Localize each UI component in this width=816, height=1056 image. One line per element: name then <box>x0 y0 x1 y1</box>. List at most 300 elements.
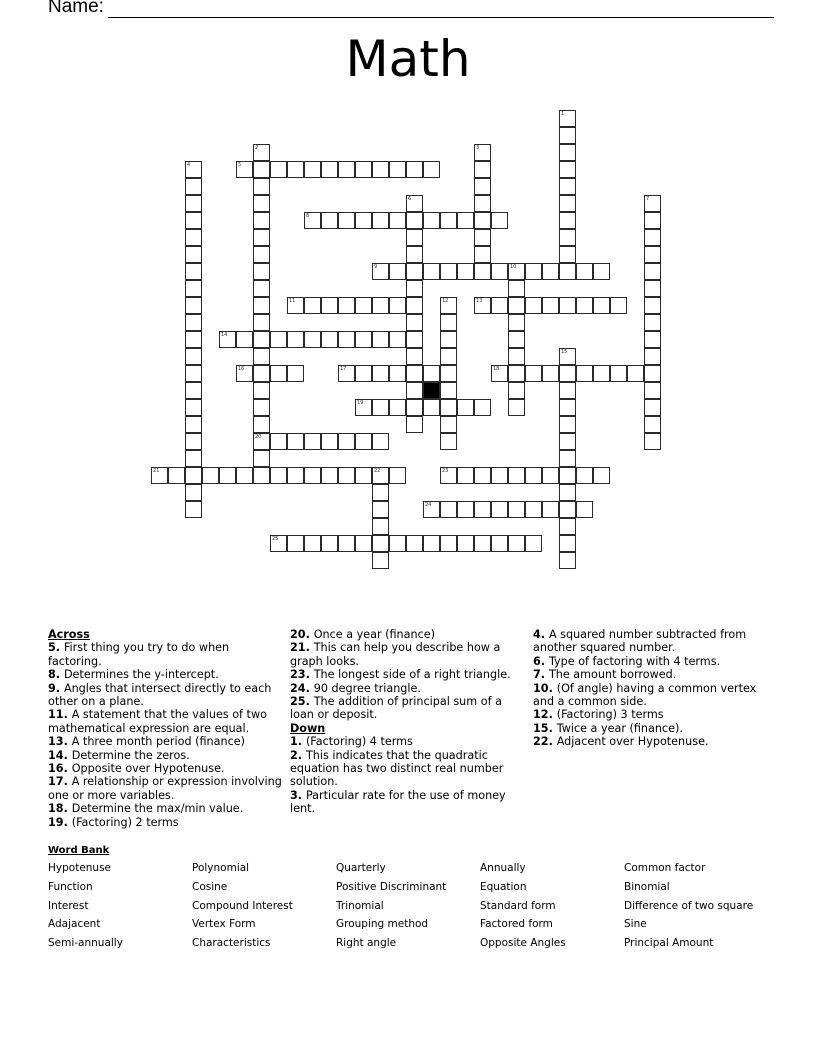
grid-cell[interactable] <box>576 467 593 484</box>
grid-cell[interactable] <box>457 212 474 229</box>
grid-cell[interactable] <box>491 297 508 314</box>
grid-cell[interactable] <box>406 399 423 416</box>
grid-cell[interactable] <box>440 314 457 331</box>
grid-cell[interactable] <box>440 467 457 484</box>
grid-cell[interactable] <box>576 501 593 518</box>
grid-cell[interactable] <box>491 535 508 552</box>
grid-cell[interactable] <box>321 467 338 484</box>
grid-cell[interactable] <box>236 161 253 178</box>
grid-cell[interactable] <box>372 501 389 518</box>
grid-cell[interactable] <box>406 331 423 348</box>
grid-cell[interactable] <box>559 416 576 433</box>
grid-cell[interactable] <box>389 331 406 348</box>
grid-cell[interactable] <box>440 331 457 348</box>
grid-cell[interactable] <box>644 297 661 314</box>
grid-cell[interactable] <box>355 297 372 314</box>
grid-cell[interactable] <box>355 331 372 348</box>
word-bank-item: Trinomial <box>336 899 384 912</box>
grid-cell[interactable] <box>423 365 440 382</box>
grid-cell[interactable] <box>508 297 525 314</box>
clue-item <box>290 749 525 789</box>
grid-cell[interactable] <box>185 263 202 280</box>
grid-cell[interactable] <box>151 467 168 484</box>
grid-cell[interactable] <box>406 195 423 212</box>
grid-cell[interactable] <box>389 161 406 178</box>
grid-cell[interactable] <box>304 161 321 178</box>
grid-cell[interactable] <box>253 263 270 280</box>
grid-cell[interactable] <box>185 416 202 433</box>
grid-cell[interactable] <box>559 161 576 178</box>
grid-cell[interactable] <box>372 331 389 348</box>
grid-cell[interactable] <box>440 212 457 229</box>
grid-cell[interactable] <box>185 450 202 467</box>
grid-cell[interactable] <box>253 314 270 331</box>
grid-cell[interactable] <box>610 297 627 314</box>
grid-cell[interactable] <box>644 399 661 416</box>
word-bank-item: Factored form <box>480 918 553 931</box>
grid-cell[interactable] <box>406 229 423 246</box>
grid-cell[interactable] <box>644 246 661 263</box>
grid-cell[interactable] <box>644 382 661 399</box>
grid-cell[interactable] <box>372 297 389 314</box>
grid-cell[interactable] <box>627 365 644 382</box>
grid-cell[interactable] <box>355 365 372 382</box>
clue-item <box>48 762 283 775</box>
clue-text: This can help you describe how a graph looks. <box>290 641 501 668</box>
grid-cell[interactable] <box>474 297 491 314</box>
grid-cell[interactable] <box>236 365 253 382</box>
clue-text: Once a year (finance) <box>313 628 435 641</box>
grid-cell[interactable] <box>304 535 321 552</box>
grid-cell[interactable] <box>270 535 287 552</box>
grid-cell[interactable] <box>185 195 202 212</box>
grid-cell[interactable] <box>253 178 270 195</box>
grid-cell[interactable] <box>406 246 423 263</box>
grid-cell[interactable] <box>287 365 304 382</box>
grid-cell[interactable] <box>423 263 440 280</box>
grid-cell[interactable] <box>559 110 576 127</box>
grid-cell[interactable] <box>474 161 491 178</box>
grid-cell[interactable] <box>440 382 457 399</box>
grid-cell[interactable] <box>372 518 389 535</box>
grid-cell[interactable] <box>287 161 304 178</box>
grid-cell[interactable] <box>406 314 423 331</box>
name-label: Name: <box>48 0 104 17</box>
grid-cell[interactable] <box>559 467 576 484</box>
grid-cell[interactable] <box>644 433 661 450</box>
clue-text: This indicates that the quadratic equation has two distinct real number solution. <box>290 748 504 789</box>
grid-cell[interactable] <box>389 263 406 280</box>
grid-cell[interactable] <box>219 467 236 484</box>
grid-cell[interactable] <box>525 467 542 484</box>
grid-cell[interactable] <box>270 467 287 484</box>
grid-cell[interactable] <box>559 127 576 144</box>
grid-cell[interactable] <box>338 433 355 450</box>
clue-text: Determine the max/min value. <box>71 802 244 816</box>
grid-cell[interactable] <box>406 535 423 552</box>
grid-cell[interactable] <box>508 348 525 365</box>
grid-cell[interactable] <box>423 501 440 518</box>
down-heading: Down <box>290 721 326 735</box>
grid-cell[interactable] <box>304 331 321 348</box>
grid-cell[interactable] <box>287 467 304 484</box>
grid-cell[interactable] <box>236 331 253 348</box>
clue-number: 5 <box>238 162 242 168</box>
word-bank-item: Binomial <box>624 880 670 893</box>
clue-item <box>48 816 283 829</box>
clue-item <box>290 682 525 695</box>
clue-number: 11 <box>289 298 296 304</box>
grid-cell[interactable] <box>491 467 508 484</box>
clue-text: Opposite over Hypotenuse. <box>71 762 225 776</box>
clue-number: 14. <box>48 748 72 762</box>
grid-cell[interactable] <box>338 297 355 314</box>
grid-cell[interactable] <box>253 399 270 416</box>
word-bank-item: Compound Interest <box>192 899 293 912</box>
grid-cell[interactable] <box>185 212 202 229</box>
grid-cell[interactable] <box>253 246 270 263</box>
grid-cell[interactable] <box>253 450 270 467</box>
grid-cell[interactable] <box>185 399 202 416</box>
grid-cell[interactable] <box>185 178 202 195</box>
grid-cell[interactable] <box>185 484 202 501</box>
word-bank-item: Sine <box>624 918 647 931</box>
grid-cell[interactable] <box>508 280 525 297</box>
clue-number: 19. <box>48 815 72 829</box>
grid-cell[interactable] <box>287 297 304 314</box>
grid-cell[interactable] <box>389 399 406 416</box>
clue-number: 20 <box>255 434 262 440</box>
grid-cell[interactable] <box>491 263 508 280</box>
grid-cell[interactable] <box>474 246 491 263</box>
grid-cell[interactable] <box>355 467 372 484</box>
grid-cell[interactable] <box>559 399 576 416</box>
grid-cell[interactable] <box>321 161 338 178</box>
grid-cell[interactable] <box>593 467 610 484</box>
grid-cell[interactable] <box>372 552 389 569</box>
grid-cell[interactable] <box>457 501 474 518</box>
grid-cell[interactable] <box>321 212 338 229</box>
clue-number: 6. <box>533 654 549 668</box>
grid-cell[interactable] <box>406 161 423 178</box>
grid-cell[interactable] <box>270 365 287 382</box>
grid-cell[interactable] <box>559 552 576 569</box>
clue-number: 3. <box>290 788 306 802</box>
grid-cell[interactable] <box>423 399 440 416</box>
grid-cell[interactable] <box>423 212 440 229</box>
grid-cell[interactable] <box>338 212 355 229</box>
grid-cell[interactable] <box>644 263 661 280</box>
clue-number: 4 <box>187 162 191 168</box>
grid-cell[interactable] <box>253 467 270 484</box>
grid-cell[interactable] <box>185 433 202 450</box>
grid-cell[interactable] <box>185 229 202 246</box>
grid-cell[interactable] <box>440 416 457 433</box>
grid-cell[interactable] <box>389 365 406 382</box>
grid-cell[interactable] <box>372 212 389 229</box>
grid-cell[interactable] <box>270 433 287 450</box>
grid-cell[interactable] <box>304 433 321 450</box>
grid-cell[interactable] <box>457 399 474 416</box>
grid-cell[interactable] <box>440 365 457 382</box>
grid-cell[interactable] <box>457 535 474 552</box>
grid-cell[interactable] <box>185 246 202 263</box>
grid-cell[interactable] <box>542 467 559 484</box>
grid-cell[interactable] <box>406 348 423 365</box>
grid-cell[interactable] <box>542 263 559 280</box>
grid-cell[interactable] <box>474 263 491 280</box>
grid-cell[interactable] <box>542 365 559 382</box>
clue-number: 18. <box>48 802 72 816</box>
grid-cell[interactable] <box>644 212 661 229</box>
clue-number: 1 <box>561 111 565 117</box>
grid-cell[interactable] <box>559 348 576 365</box>
grid-cell[interactable] <box>542 501 559 518</box>
grid-cell[interactable] <box>389 297 406 314</box>
grid-cell[interactable] <box>491 365 508 382</box>
grid-cell[interactable] <box>474 467 491 484</box>
grid-cell[interactable] <box>406 263 423 280</box>
grid-cell[interactable] <box>508 501 525 518</box>
grid-cell[interactable] <box>576 263 593 280</box>
clue-item <box>533 682 773 709</box>
grid-cell[interactable] <box>253 416 270 433</box>
clue-number: 22. <box>533 735 557 749</box>
grid-cell[interactable] <box>440 399 457 416</box>
clue-number: 25. <box>290 695 314 709</box>
grid-cell[interactable] <box>253 195 270 212</box>
grid-cell[interactable] <box>644 229 661 246</box>
grid-cell[interactable] <box>372 399 389 416</box>
word-bank-item: Cosine <box>192 880 228 893</box>
clue-item <box>533 735 773 748</box>
grid-cell[interactable] <box>593 263 610 280</box>
grid-cell[interactable] <box>508 365 525 382</box>
grid-cell[interactable] <box>338 467 355 484</box>
clue-number: 21. <box>290 641 314 655</box>
grid-cell[interactable] <box>644 416 661 433</box>
grid-cell[interactable] <box>644 365 661 382</box>
grid-cell[interactable] <box>372 484 389 501</box>
grid-cell[interactable] <box>474 195 491 212</box>
grid-cell[interactable] <box>525 297 542 314</box>
grid-cell[interactable] <box>644 280 661 297</box>
clue-number: 19 <box>357 400 364 406</box>
grid-cell[interactable] <box>219 331 236 348</box>
grid-cell[interactable] <box>508 263 525 280</box>
grid-cell[interactable] <box>338 535 355 552</box>
grid-cell[interactable] <box>270 161 287 178</box>
grid-cell[interactable] <box>185 348 202 365</box>
grid-cell[interactable] <box>474 178 491 195</box>
grid-cell[interactable] <box>559 518 576 535</box>
grid-cell[interactable] <box>559 246 576 263</box>
grid-cell[interactable] <box>491 501 508 518</box>
clue-number: 18 <box>493 366 500 372</box>
grid-cell[interactable] <box>338 331 355 348</box>
grid-cell[interactable] <box>559 450 576 467</box>
grid-cell[interactable] <box>559 263 576 280</box>
grid-cell[interactable] <box>440 348 457 365</box>
grid-cell[interactable] <box>304 297 321 314</box>
grid-cell[interactable] <box>185 161 202 178</box>
grid-cell[interactable] <box>457 263 474 280</box>
grid-cell[interactable] <box>253 280 270 297</box>
grid-cell[interactable] <box>372 263 389 280</box>
word-bank-item: Hypotenuse <box>48 862 112 874</box>
grid-cell[interactable] <box>253 365 270 382</box>
grid-cell[interactable] <box>321 535 338 552</box>
grid-cell[interactable] <box>593 365 610 382</box>
grid-cell[interactable] <box>355 433 372 450</box>
grid-cell[interactable] <box>644 314 661 331</box>
grid-cell[interactable] <box>321 433 338 450</box>
grid-cell[interactable] <box>406 212 423 229</box>
grid-cell[interactable] <box>474 501 491 518</box>
grid-cell[interactable] <box>355 212 372 229</box>
grid-cell[interactable] <box>593 297 610 314</box>
grid-cell[interactable] <box>372 365 389 382</box>
grid-cell[interactable] <box>389 467 406 484</box>
clue-number: 9. <box>48 681 64 695</box>
grid-cell[interactable] <box>542 297 559 314</box>
grid-cell[interactable] <box>406 382 423 399</box>
grid-cell[interactable] <box>559 433 576 450</box>
clue-number: 25 <box>272 536 279 542</box>
grid-cell[interactable] <box>253 144 270 161</box>
grid-cell[interactable] <box>185 314 202 331</box>
grid-cell[interactable] <box>644 348 661 365</box>
word-bank-item: Vertex Form <box>192 918 256 931</box>
grid-cell[interactable] <box>559 365 576 382</box>
grid-cell[interactable] <box>508 382 525 399</box>
grid-cell[interactable] <box>253 297 270 314</box>
grid-cell[interactable] <box>185 365 202 382</box>
grid-cell[interactable] <box>508 314 525 331</box>
grid-cell[interactable] <box>406 416 423 433</box>
word-bank-item: Interest <box>48 899 89 912</box>
grid-cell[interactable] <box>474 229 491 246</box>
grid-cell[interactable] <box>440 433 457 450</box>
grid-cell[interactable] <box>491 212 508 229</box>
grid-cell[interactable] <box>389 535 406 552</box>
grid-cell[interactable] <box>389 212 406 229</box>
grid-cell[interactable] <box>304 212 321 229</box>
grid-cell[interactable] <box>559 212 576 229</box>
grid-cell[interactable] <box>372 467 389 484</box>
grid-cell[interactable] <box>559 484 576 501</box>
grid-cell[interactable] <box>508 467 525 484</box>
clue-text: The addition of principal sum of a loan or deposit. <box>290 695 502 722</box>
grid-cell[interactable] <box>559 382 576 399</box>
grid-cell[interactable] <box>253 331 270 348</box>
grid-cell[interactable] <box>406 280 423 297</box>
grid-cell[interactable] <box>253 161 270 178</box>
grid-cell[interactable] <box>270 331 287 348</box>
grid-cell[interactable] <box>474 535 491 552</box>
grid-cell[interactable] <box>525 263 542 280</box>
grid-cell[interactable] <box>406 365 423 382</box>
grid-cell[interactable] <box>644 331 661 348</box>
grid-cell[interactable] <box>338 365 355 382</box>
grid-cell[interactable] <box>287 433 304 450</box>
grid-cell[interactable] <box>559 195 576 212</box>
clue-text: Determine the zeros. <box>71 748 190 762</box>
grid-cell[interactable] <box>440 297 457 314</box>
grid-cell[interactable] <box>423 161 440 178</box>
grid-cell[interactable] <box>372 433 389 450</box>
grid-cell[interactable] <box>559 178 576 195</box>
grid-cell[interactable] <box>610 365 627 382</box>
grid-cell[interactable] <box>525 501 542 518</box>
grid-cell[interactable] <box>253 212 270 229</box>
grid-cell[interactable] <box>525 365 542 382</box>
grid-cell[interactable] <box>185 297 202 314</box>
grid-cell[interactable] <box>202 467 219 484</box>
grid-cell[interactable] <box>508 331 525 348</box>
grid-cell[interactable] <box>644 195 661 212</box>
grid-cell[interactable] <box>525 535 542 552</box>
grid-cell[interactable] <box>440 501 457 518</box>
grid-cell[interactable] <box>287 535 304 552</box>
grid-cell[interactable] <box>440 263 457 280</box>
grid-cell[interactable] <box>508 535 525 552</box>
grid-cell[interactable] <box>236 467 253 484</box>
grid-cell[interactable] <box>440 535 457 552</box>
clue-number: 12 <box>442 298 449 304</box>
grid-cell[interactable] <box>287 331 304 348</box>
grid-cell[interactable] <box>304 467 321 484</box>
grid-cell[interactable] <box>406 297 423 314</box>
word-bank-item: Semi-annually <box>48 937 123 950</box>
grid-cell[interactable] <box>338 161 355 178</box>
grid-cell[interactable] <box>474 144 491 161</box>
clue-text: (Factoring) 3 terms <box>556 708 664 722</box>
grid-cell[interactable] <box>185 280 202 297</box>
grid-cell[interactable] <box>372 535 389 552</box>
grid-cell[interactable] <box>185 467 202 484</box>
grid-cell[interactable] <box>423 535 440 552</box>
grid-cell[interactable] <box>576 365 593 382</box>
grid-cell[interactable] <box>559 535 576 552</box>
clue-number: 23. <box>290 668 314 682</box>
grid-cell[interactable] <box>355 399 372 416</box>
grid-cell[interactable] <box>559 501 576 518</box>
grid-cell[interactable] <box>253 382 270 399</box>
grid-cell[interactable] <box>185 331 202 348</box>
grid-cell[interactable] <box>253 229 270 246</box>
grid-cell[interactable] <box>321 331 338 348</box>
grid-cell[interactable] <box>372 161 389 178</box>
grid-cell[interactable] <box>508 399 525 416</box>
clue-text: Twice a year (finance). <box>556 721 683 735</box>
grid-cell[interactable] <box>474 399 491 416</box>
grid-cell[interactable] <box>559 229 576 246</box>
grid-cell[interactable] <box>355 161 372 178</box>
grid-cell[interactable] <box>185 382 202 399</box>
grid-cell[interactable] <box>253 433 270 450</box>
grid-cell[interactable] <box>355 535 372 552</box>
grid-cell[interactable] <box>559 297 576 314</box>
grid-cell[interactable] <box>253 348 270 365</box>
grid-cell[interactable] <box>576 297 593 314</box>
grid-cell[interactable] <box>474 212 491 229</box>
grid-cell[interactable] <box>321 297 338 314</box>
grid-cell[interactable] <box>559 144 576 161</box>
grid-cell[interactable] <box>457 467 474 484</box>
grid-cell[interactable] <box>185 501 202 518</box>
grid-cell[interactable] <box>168 467 185 484</box>
